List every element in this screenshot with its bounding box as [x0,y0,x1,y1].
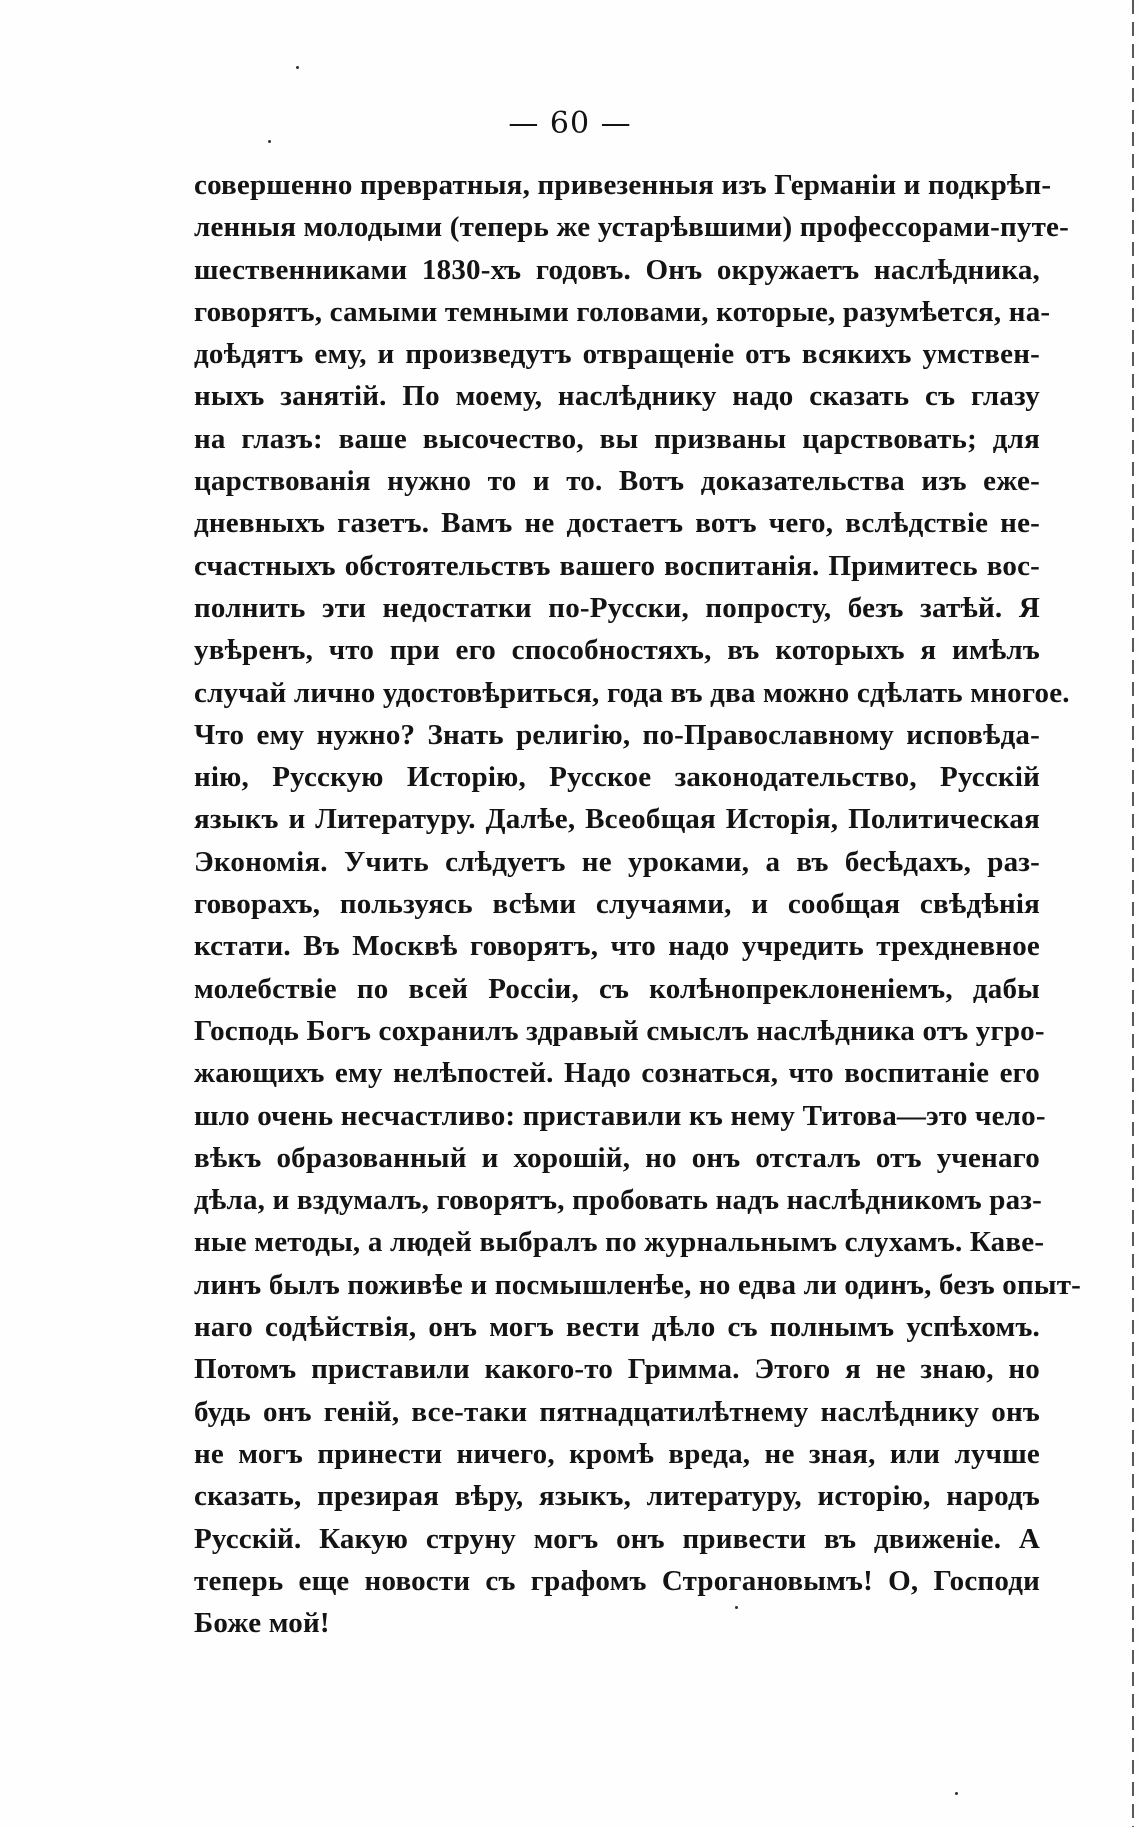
text-line: дѣла, и вздумалъ, говорятъ, пробовать надъ наслѣдникомъ раз- [194,1184,1043,1217]
scan-speck [268,140,271,143]
scan-speck [955,1792,958,1795]
text-line: Господь Богъ сохранилъ здравый смыслъ наслѣдника отъ угро- [194,1014,1045,1047]
text-line: дневныхъ газетъ. Вамъ не достаетъ вотъ чего, вслѣдствіе не- [194,507,1040,540]
text-line: Экономія. Учить слѣдуетъ не уроками, а въ бесѣдахъ, раз- [194,845,1040,878]
text-line: языкъ и Литературу. Далѣе, Всеобщая Исторія, Политическая [194,803,1040,836]
scan-speck [296,66,299,69]
text-line: не могъ принести ничего, кромѣ вреда, не зная, или лучше [194,1437,1040,1470]
text-line: наго содѣйствія, онъ могъ вести дѣло съ полнымъ успѣхомъ. [194,1311,1040,1344]
text-line: ленныя молодыми (теперь же устарѣвшими) профессорами-путе- [194,211,1069,244]
text-line: Русскій. Какую струну могъ онъ привести въ движеніе. А [194,1522,1040,1555]
text-line: случай лично удостовѣриться, года въ два можно сдѣлать многое. [194,676,1070,709]
text-line-last: Боже мой! [194,1607,330,1640]
text-line: линъ былъ поживѣе и посмышленѣе, но едва ли одинъ, безъ опыт- [194,1268,1082,1301]
text-line: совершенно превратныя, привезенныя изъ Германіи и подкрѣп- [194,169,1052,201]
text-line: доѣдятъ ему, и произведутъ отвращеніе отъ всякихъ умствен- [194,338,1040,371]
text-line: говорятъ, самыми темными головами, которые, разумѣется, на- [194,295,1051,328]
page-number: — 60 — [508,106,632,141]
text-line: молебствіе по всей Россіи, съ колѣнопреклоненіемъ, дабы [194,972,1040,1005]
text-line: Потомъ приставили какого-то Гримма. Этого я не знаю, но [194,1353,1040,1386]
text-line: ныхъ занятій. По моему, наслѣднику надо сказать съ глазу [194,380,1040,413]
text-line: увѣренъ, что при его способностяхъ, въ которыхъ я имѣлъ [194,634,1040,667]
text-line: будь онъ геній, все-таки пятнадцатилѣтнему наслѣднику онъ [194,1395,1040,1428]
text-line: царствованія нужно то и то. Вотъ доказательства изъ еже- [194,465,1040,498]
text-line: теперь еще новости съ графомъ Строгановымъ! О, Господи [194,1564,1040,1597]
text-line: Что ему нужно? Знать религію, по-Православному исповѣда- [194,718,1040,751]
body-text [194,164,1082,1644]
text-line: вѣкъ образованный и хорошій, но онъ отсталъ отъ ученаго [194,1141,1040,1174]
text-line: нію, Русскую Исторію, Русское законодательство, Русскій [194,761,1040,794]
text-line: ные методы, а людей выбралъ по журнальнымъ слухамъ. Каве- [194,1226,1045,1259]
text-line: счастныхъ обстоятельствъ вашего воспитанія. Примитесь вос- [194,549,1040,582]
text-line: на глазъ: ваше высочество, вы призваны царствовать; для [194,422,1040,455]
text-line: полнить эти недостатки по-Русски, попросту, безъ затѣй. Я [194,591,1040,624]
text-line: кстати. Въ Москвѣ говорятъ, что надо учредить трехдневное [194,930,1040,963]
scan-edge-border [1132,0,1134,1827]
text-line: шло очень несчастливо: приставили къ нему Титова—это чело- [194,1099,1046,1132]
text-line: жающихъ ему нелѣпостей. Надо сознаться, что воспитаніе его [194,1057,1040,1090]
text-line: шественниками 1830-хъ годовъ. Онъ окружаетъ наслѣдника, [194,253,1040,286]
text-line: сказать, презирая вѣру, языкъ, литературу, исторію, народъ [194,1480,1040,1513]
scan-speck [735,1606,738,1609]
text-line: говорахъ, пользуясь всѣми случаями, и сообщая свѣдѣнія [194,888,1040,921]
